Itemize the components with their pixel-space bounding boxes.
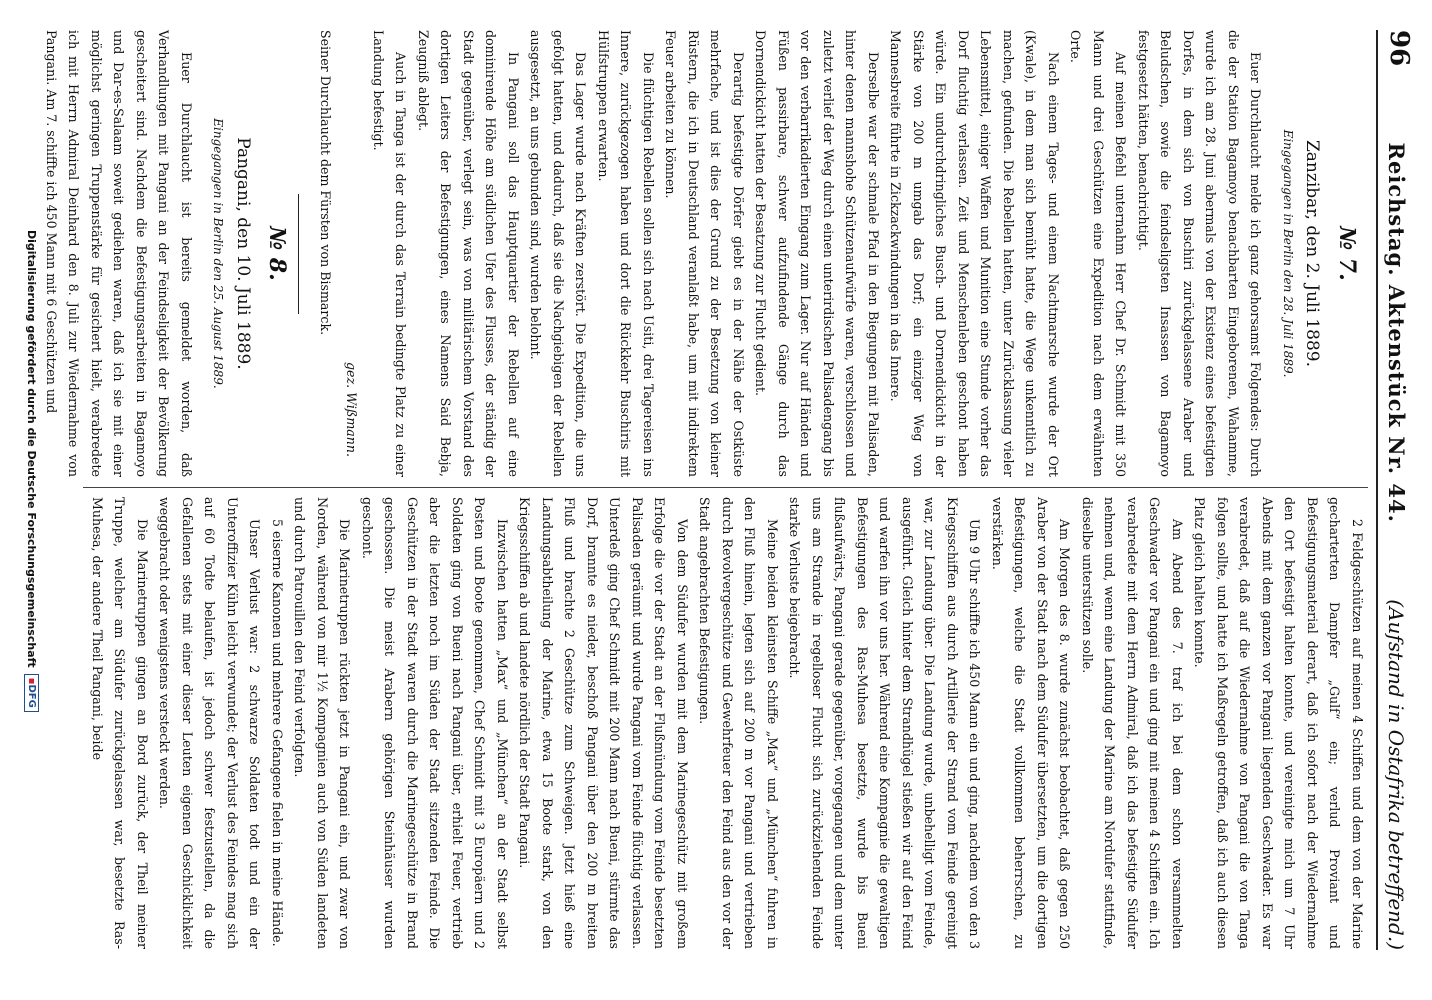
document-7-number: № 7.: [1334, 226, 1360, 281]
addressee: Seiner Durchlaucht dem Fürsten von Bismarck.: [318, 30, 333, 336]
digitization-credit: [22, 230, 42, 830]
document-7-dateline: Zanzibar, den 2. Juli 1889.: [1302, 139, 1323, 367]
paragraph: Auch in Tanga ist der durch das Terrain bedingte Platz zu einer Landung befestigt.: [371, 30, 409, 477]
paragraph: 5 eiserne Kanonen und mehrere Gefangene fielen in meine Hände.: [270, 519, 285, 947]
page-header: [1384, 30, 1420, 950]
paragraph: Die Marinetruppen rückten jetzt in Pangani ein, und zwar von Norden, während von mir 1½ Kompagnien auch von Süden landeten und durch Patrouillen den Feind verfolgten.: [292, 497, 353, 949]
paragraph: Nach einem Tages- und einem Nachtmarsche wurde der Ort (Kwale), in dem man sich bemüht hatte, die Wege unkenntlich zu machen, gefunden. Die Rebellen hatten, unter Zurücklassung vieler Lebensmittel, einiger Waffen und Munition eine Stunde vorher das Dorf fluchtig verlassen. Zeit und Menschenleben geschont haben würde. Ein undurchdringliches Busch- und Dornendickicht in der Stärke von 200 m umgab das Dorf; ein einziger Weg von Mannesbreite führte in Zickzackwindungen in das Innere.: [888, 30, 1061, 477]
paragraph: Am Abend des 7. traf ich bei dem schon versammelten Geschwader vor Pangani ein und ging mit meinen 4 Schiffen ein. Ich verabredete mit dem Herrn Admiral, daß ich das befestigte Südufer nehmen und, wenn eine Landung der Marine am Nordufer stattfinde, dieselbe unterstützen solle.: [1080, 497, 1185, 949]
paragraph: Auf meinen Befehl unternahm Herr Chef Dr. Schmidt mit 350 Mann und drei Geschützen eine Expedition nach dem erwähnten Orte.: [1068, 30, 1129, 477]
paragraph: Inzwischen hatten „Max“ und „München“ an der Stadt selbst Posten und Boote genommen, Chef Schmidt mit 3 Europäern und 2 Soldaten ging von Bueni nach Pangani über, erhielt Feuer, vertrieb aber die letzten noch im Süden der Stadt sitzenden Feinde. Die Geschützen in der Stadt waren durch die Marinegeschütze in Brand geschossen. Die meist Arabern gehörigen Steinhäuser wurden geschont.: [360, 497, 510, 949]
paragraph: Unser Verlust war: 2 schwarze Soldaten todt und ein der Unteroffizier Kühn leicht verwundet; der Verlust des Feindes mag sich auf 60 Todte belaufen, ist jedoch schwer festzustellen, da die Gefallenen stets mit einer dieser Leuten eigenen Geschicklichkeit weggebracht oder wenigstens versteckt werden.: [157, 497, 263, 949]
document-8-dateline: Pangani, den 10. Juli 1889.: [233, 137, 253, 370]
paragraph: Die flüchtigen Rebellen sollen sich nach Usiti, drei Tagereisen ins Innere, zurückgezogen haben und dort die Rückkehr Buschiris mit Hülfstruppen erwarten.: [596, 30, 656, 477]
paragraph: Euer Durchlaucht ist bereits gemeldet worden, daß Verhandlungen mit Pangani an der Feindseligkeit der Bevölkerung gescheitert sind. Nachdem die Befestigungsarbeiten in Bagamoyo und Dar-es-Salaam soweit gediehen waren, daß ich sie mit einer möglichst geringen Truppenstärke für gesichert hielt, verabredete ich mit Herrn Admiral Deinhard den 8. Juli zur Wiedernahme von Pangani. Am 7. schiffte ich 450 Mann mit 6 Geschützen und: [44, 30, 194, 477]
paragraph: Derselbe war der schmale Pfad in den Biegungen mit Palisaden, hinter denen mannshohe Schützenaufwürfe waren, verschlossen und zuletzt verlief der Weg durch einen unterirdischen Palisadengang bis vor den verbarrikadierten Eingang zum Lager. Nur auf Händen und Füßen passirbare, schwer aufzufindende Gänge durch das Dornendickicht hatten der Besatzung zur Flucht gedient.: [753, 30, 881, 477]
document-8-received: Eingegangen in Berlin den 25. August 1889.: [211, 118, 226, 389]
column-divider: [83, 487, 1368, 488]
paragraph: Euer Durchlaucht melde ich ganz gehorsamst Folgendes: Durch die der Station Bagamoyo benachbarten Eingeborenen, Wahamme, wurde ich am 28. Juni abermals von der Existenz eines befestigten Dorfes, in dem sich von Buschiri zurückgelassene Araber und Beludschen, sowie die feindseligsten Insassen von Bagamoyo festgesetzt hätten, benachrichtigt.: [1136, 30, 1264, 477]
right-column: [83, 497, 1368, 949]
dfg-logo: ▪DFG: [25, 674, 40, 712]
paragraph: Die Marinetruppen gingen an Bord zurück, der Theil meiner Truppe, welcher am Südufer zurückgelassen war, besetzte Ras-Muhesa, der andere Theil Pangani, beide: [90, 497, 150, 949]
header-rule: [1376, 30, 1378, 950]
paragraph: 2 Feldgeschützen auf meinen 4 Schiffen und dem von der Marine gecharterten Dampfer „Gulf“ ein; verlud Proviant und Befestigungsmaterial derart, daß ich sofort nach der Wiedernahme den Ort befestigt halten konnte, und vereinigte mich um 7 Uhr Abends mit dem ganzen vor Pangani liegenden Geschwader. Es war verabredet, daß auf die Wiedernahme von Pangani die von Tanga folgen sollte, und hatte ich Maßregeln getroffen, daß ich auch diesen Platz gleich halten konnte.: [1192, 497, 1365, 949]
paragraph: Meine beiden kleinsten Schiffe „Max“ und „München“ fuhren in den Fluß hinein, legten sich auf 200 m vor Pangani und vertrieben durch Revolvergeschütze und Gewehrfeuer den Feind aus den vor der Stadt angebrachten Befestigungen.: [697, 497, 780, 949]
paragraph: Das Lager wurde nach Kräften zerstört. Die Expedition, die uns gefolgt hatten, und dadurch, daß sie die Nachgiebigen der Rebellen ausgesetzt, an uns gebunden sind, wurden belohnt.: [528, 30, 589, 477]
signature: gez. Wißmann.: [344, 362, 360, 457]
section-divider: [299, 194, 300, 314]
paragraph: Derartig befestigte Dörfer giebt es in der Nähe der Ostküste mehrfache, und ist dies der Grund zu der Besetzung von kleiner Rüstern, die ich in Deutschland veranlaßt habe, um mit indirektem Feuer arbeiten zu können.: [663, 30, 746, 477]
paragraph: Am Morgen des 8. wurde zunächst beobachtet, daß gegen 250 Araber von der Stadt nach dem Südufer übersetzten, um die dortigen Befestigungen, welche die Stadt vollkommen beherrschen, zu verstärken.: [990, 497, 1073, 949]
paragraph: Um 9 Uhr schiffte ich 450 Mann ein und ging, nachdem von den 3 Kriegsschiffen aus durch Artillerie der Strand vom Feinde gereinigt war, zur Landung über. Die Landung wurde, unbehelligt vom Feinde, ausgeführt. Gleich hinter dem Strandhügel stießen wir auf den Feind und warfen ihn vor uns her. Während eine Kompagnie die gewaltigen Befestigungen des Ras-Muhesa besetzte, wurde bis Bueni flußaufwärts, Pangani gerade gegenüber, vorgegangen und dem unter uns am Strande in regelloser Flucht sich zurückziehenden Feinde starke Verluste beigebracht.: [787, 497, 983, 949]
page-subject: (Aufstand in Ostafrika betreffend.): [1384, 599, 1408, 950]
page-number: 96: [1384, 30, 1414, 67]
left-column: [44, 30, 1368, 477]
credit-text: Digitalisierung gefördert durch die Deutsche Forschungsgemeinschaft: [25, 230, 39, 668]
document-8-number: № 8.: [264, 226, 291, 281]
document-7-received: Eingegangen in Berlin den 28. Juli 1889.: [1281, 129, 1295, 378]
paragraph: Von dem Südufer wurden mit dem Marinegeschütz mit großem Erfolge die vor der Stadt an der Flußmündung vom Feinde besetzten Palisaden geräumt und wurde Pangani vom Feinde flüchtig verlassen. Unterdeß ging Chef Schmidt mit 200 Mann nach Bueni, stürmte das Dorf, brannte es nieder, beschoß Pangani über den 200 m breiten Fluß und brachte 2 Geschütze zum Schweigen. Jetzt hieß eine Landungsabtheilung der Marine, etwa 15 Boote stark, von den Kriegsschiffen ab und landete nördlich der Stadt Pangani.: [517, 497, 690, 949]
running-title: Reichstag. Aktenstück Nr. 44.: [1384, 142, 1409, 523]
paragraph: In Pangani soll das Hauptquartier der Rebellen auf eine dominirende Höhe am südlichen Ufer des Flusses, der ständig der Stadt gegenüber, verlegt sein, was von militärischem Vorstand des dortigen Leiters der Befestigungen, eines Namens Said Bebja, Zeugniß ablegt.: [416, 30, 521, 477]
